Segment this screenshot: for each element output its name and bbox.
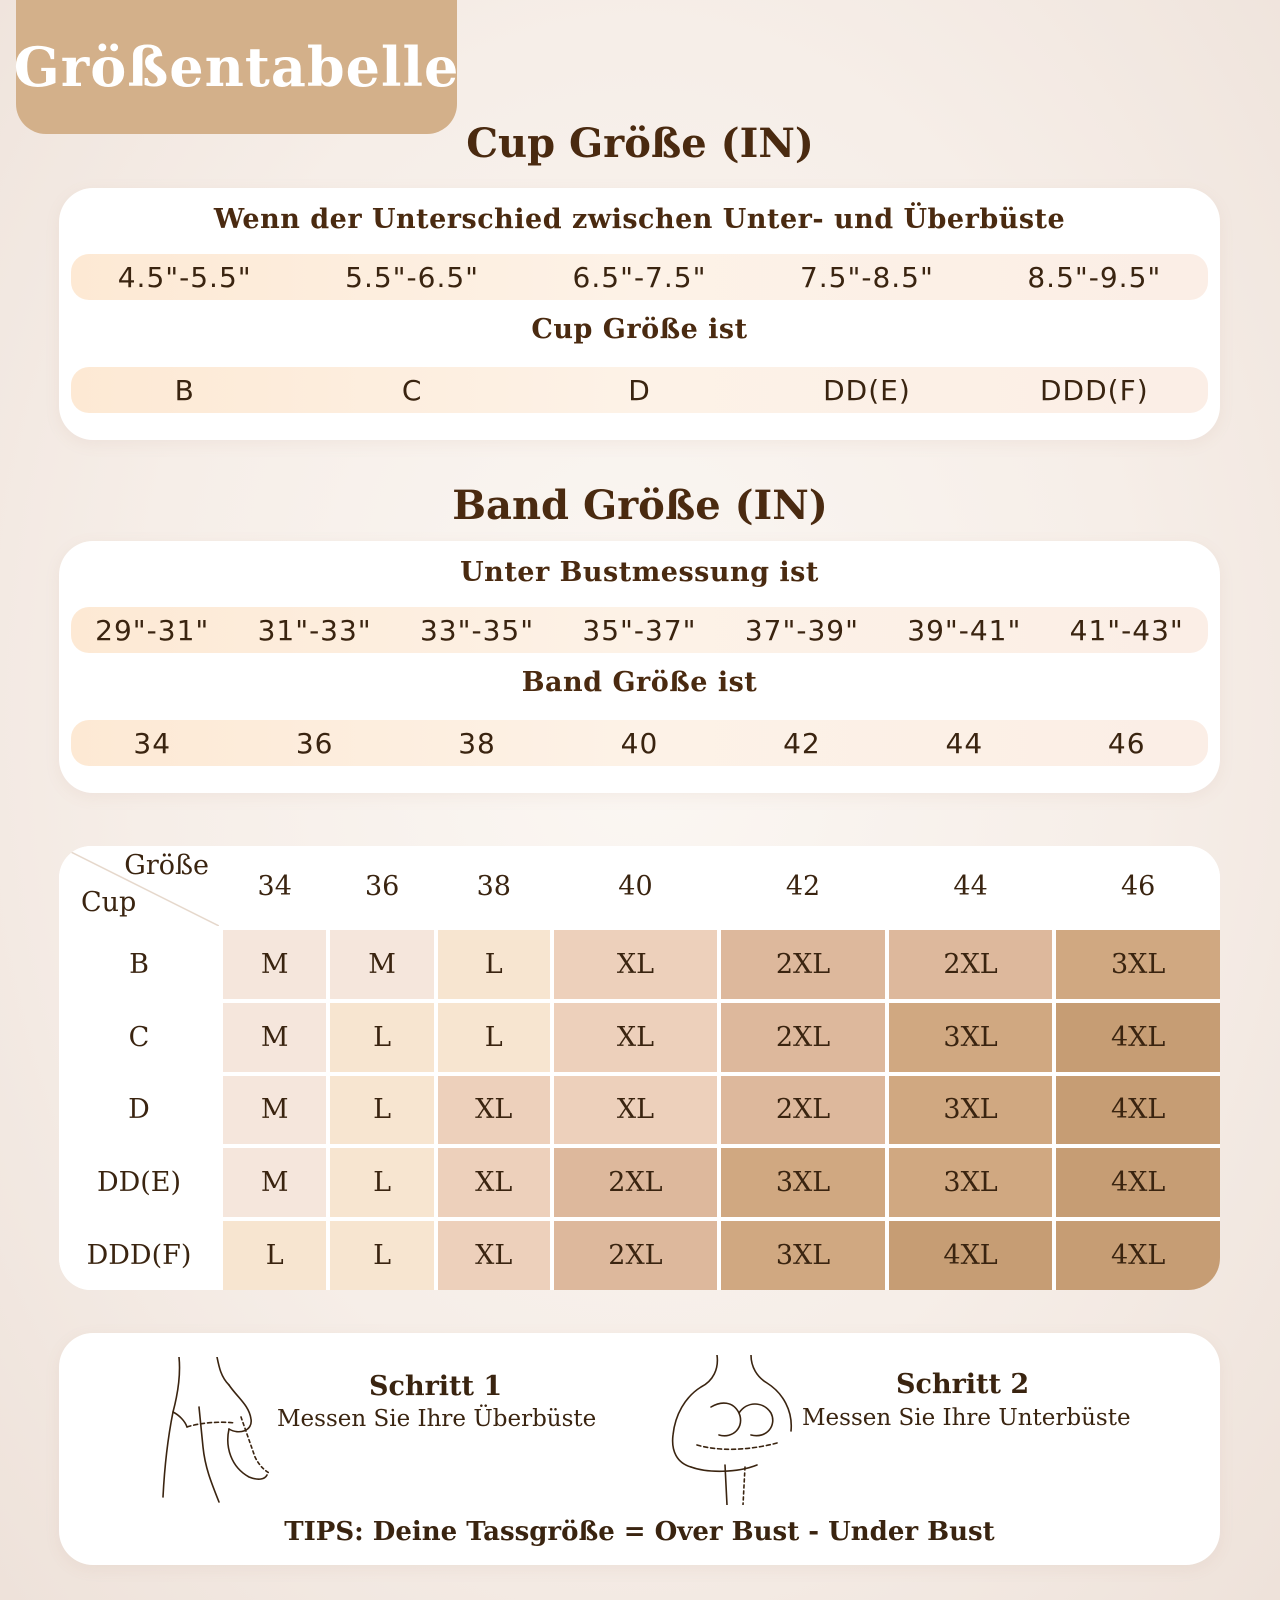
cup-value: DDD(F): [1040, 373, 1149, 407]
step2-title: Schritt 2: [896, 1369, 1030, 1400]
measure-row: [71, 607, 1208, 653]
size-cell: XL: [554, 1076, 718, 1145]
cup-value: DD(E): [823, 373, 911, 407]
corner-size-label: Größe: [124, 850, 209, 881]
band-row: [71, 720, 1208, 766]
size-cell: 3XL: [889, 1148, 1053, 1217]
step2-description: Messen Sie Ihre Unterbüste: [802, 1405, 1131, 1431]
band-value: 36: [295, 726, 334, 760]
band-size-card: [59, 541, 1220, 793]
row-header: DDD(F): [59, 1221, 219, 1290]
size-cell: M: [223, 930, 326, 999]
table-row: [59, 1003, 1220, 1072]
under-bust-measure-figure-icon: [667, 1355, 807, 1505]
size-cell: XL: [554, 930, 718, 999]
column-header: 34: [223, 846, 326, 926]
table-row: [59, 930, 1220, 999]
band-value: 44: [945, 726, 984, 760]
column-header: 42: [721, 846, 885, 926]
size-cell: 3XL: [889, 1076, 1053, 1145]
table-row: [59, 1076, 1220, 1145]
row-header: D: [59, 1076, 219, 1145]
cup-size-card: [59, 188, 1220, 440]
size-cell: M: [223, 1148, 326, 1217]
size-cell: L: [330, 1076, 433, 1145]
measure-value: 41"-43": [1069, 613, 1184, 647]
size-cell: XL: [438, 1148, 550, 1217]
measuring-steps-card: [59, 1333, 1220, 1565]
size-cell: L: [330, 1148, 433, 1217]
size-cell: XL: [438, 1221, 550, 1290]
measure-value: 33"-35": [419, 613, 535, 647]
size-cell: L: [330, 1221, 433, 1290]
column-header: 40: [554, 846, 718, 926]
size-cell: 3XL: [1056, 930, 1220, 999]
size-table: [59, 846, 1220, 1290]
band-value: 34: [133, 726, 172, 760]
size-cell: L: [438, 930, 550, 999]
table-row: [59, 1221, 1220, 1290]
size-cell: 2XL: [721, 1003, 885, 1072]
difference-value: 8.5"-9.5": [1027, 260, 1162, 294]
measure-label: Unter Bustmessung ist: [460, 557, 819, 588]
column-header: 38: [438, 846, 550, 926]
grid-corner: [59, 846, 219, 926]
size-cell: M: [223, 1076, 326, 1145]
difference-row: [71, 254, 1208, 300]
cup-size-heading: Cup Größe (IN): [466, 120, 814, 167]
size-cell: L: [438, 1003, 550, 1072]
size-cell: M: [223, 1003, 326, 1072]
size-cell: 4XL: [889, 1221, 1053, 1290]
band-value: 46: [1107, 726, 1146, 760]
size-cell: 3XL: [721, 1148, 885, 1217]
size-cell: 4XL: [1056, 1221, 1220, 1290]
column-header: 46: [1056, 846, 1220, 926]
measure-value: 37"-39": [744, 613, 859, 647]
size-cell: L: [330, 1003, 433, 1072]
row-header: DD(E): [59, 1148, 219, 1217]
band-size-heading: Band Größe (IN): [452, 482, 828, 529]
size-cell: 3XL: [889, 1003, 1053, 1072]
band-value: 42: [783, 726, 821, 760]
difference-value: 6.5"-7.5": [572, 260, 707, 294]
title-tab: [13, 0, 460, 134]
band-value: 40: [620, 726, 659, 760]
band-value: 38: [458, 726, 496, 760]
size-cell: 2XL: [721, 930, 885, 999]
cup-value: D: [628, 373, 651, 407]
measure-value: 29"-31": [95, 613, 210, 647]
band-label: Band Größe ist: [521, 667, 758, 698]
page-title: Größentabelle: [13, 35, 460, 99]
cup-label: Cup Größe ist: [531, 314, 748, 345]
size-cell: 4XL: [1056, 1076, 1220, 1145]
size-cell: XL: [554, 1003, 718, 1072]
size-cell: 2XL: [554, 1221, 718, 1290]
size-cell: 3XL: [721, 1221, 885, 1290]
difference-value: 5.5"-6.5": [345, 260, 480, 294]
step1-title: Schritt 1: [369, 1371, 503, 1402]
size-cell: 2XL: [554, 1148, 718, 1217]
difference-label: Wenn der Unterschied zwischen Unter- und Überbüste: [213, 204, 1066, 235]
measure-value: 39"-41": [907, 613, 1022, 647]
difference-value: 7.5"-8.5": [799, 260, 934, 294]
tips-text: TIPS: Deine Tassgröße = Over Bust - Under Bust: [284, 1517, 995, 1547]
row-header: C: [59, 1003, 219, 1072]
size-cell: M: [330, 930, 433, 999]
size-cell: 4XL: [1056, 1148, 1220, 1217]
cup-row: [71, 367, 1208, 413]
size-cell: 2XL: [889, 930, 1053, 999]
cup-value: B: [174, 373, 195, 407]
difference-value: 4.5"-5.5": [117, 260, 252, 294]
row-header: B: [59, 930, 219, 999]
column-header: 36: [330, 846, 433, 926]
column-header: 44: [889, 846, 1053, 926]
size-grid: [59, 846, 1220, 1290]
measure-value: 35"-37": [582, 613, 697, 647]
size-cell: 4XL: [1056, 1003, 1220, 1072]
cup-value: C: [401, 373, 423, 407]
size-cell: XL: [438, 1076, 550, 1145]
measure-value: 31"-33": [257, 613, 372, 647]
corner-cup-label: Cup: [81, 887, 137, 918]
table-row: [59, 1148, 1220, 1217]
size-cell: L: [223, 1221, 326, 1290]
over-bust-measure-figure-icon: [159, 1357, 339, 1507]
size-cell: 2XL: [721, 1076, 885, 1145]
step1-description: Messen Sie Ihre Überbüste: [277, 1406, 597, 1432]
